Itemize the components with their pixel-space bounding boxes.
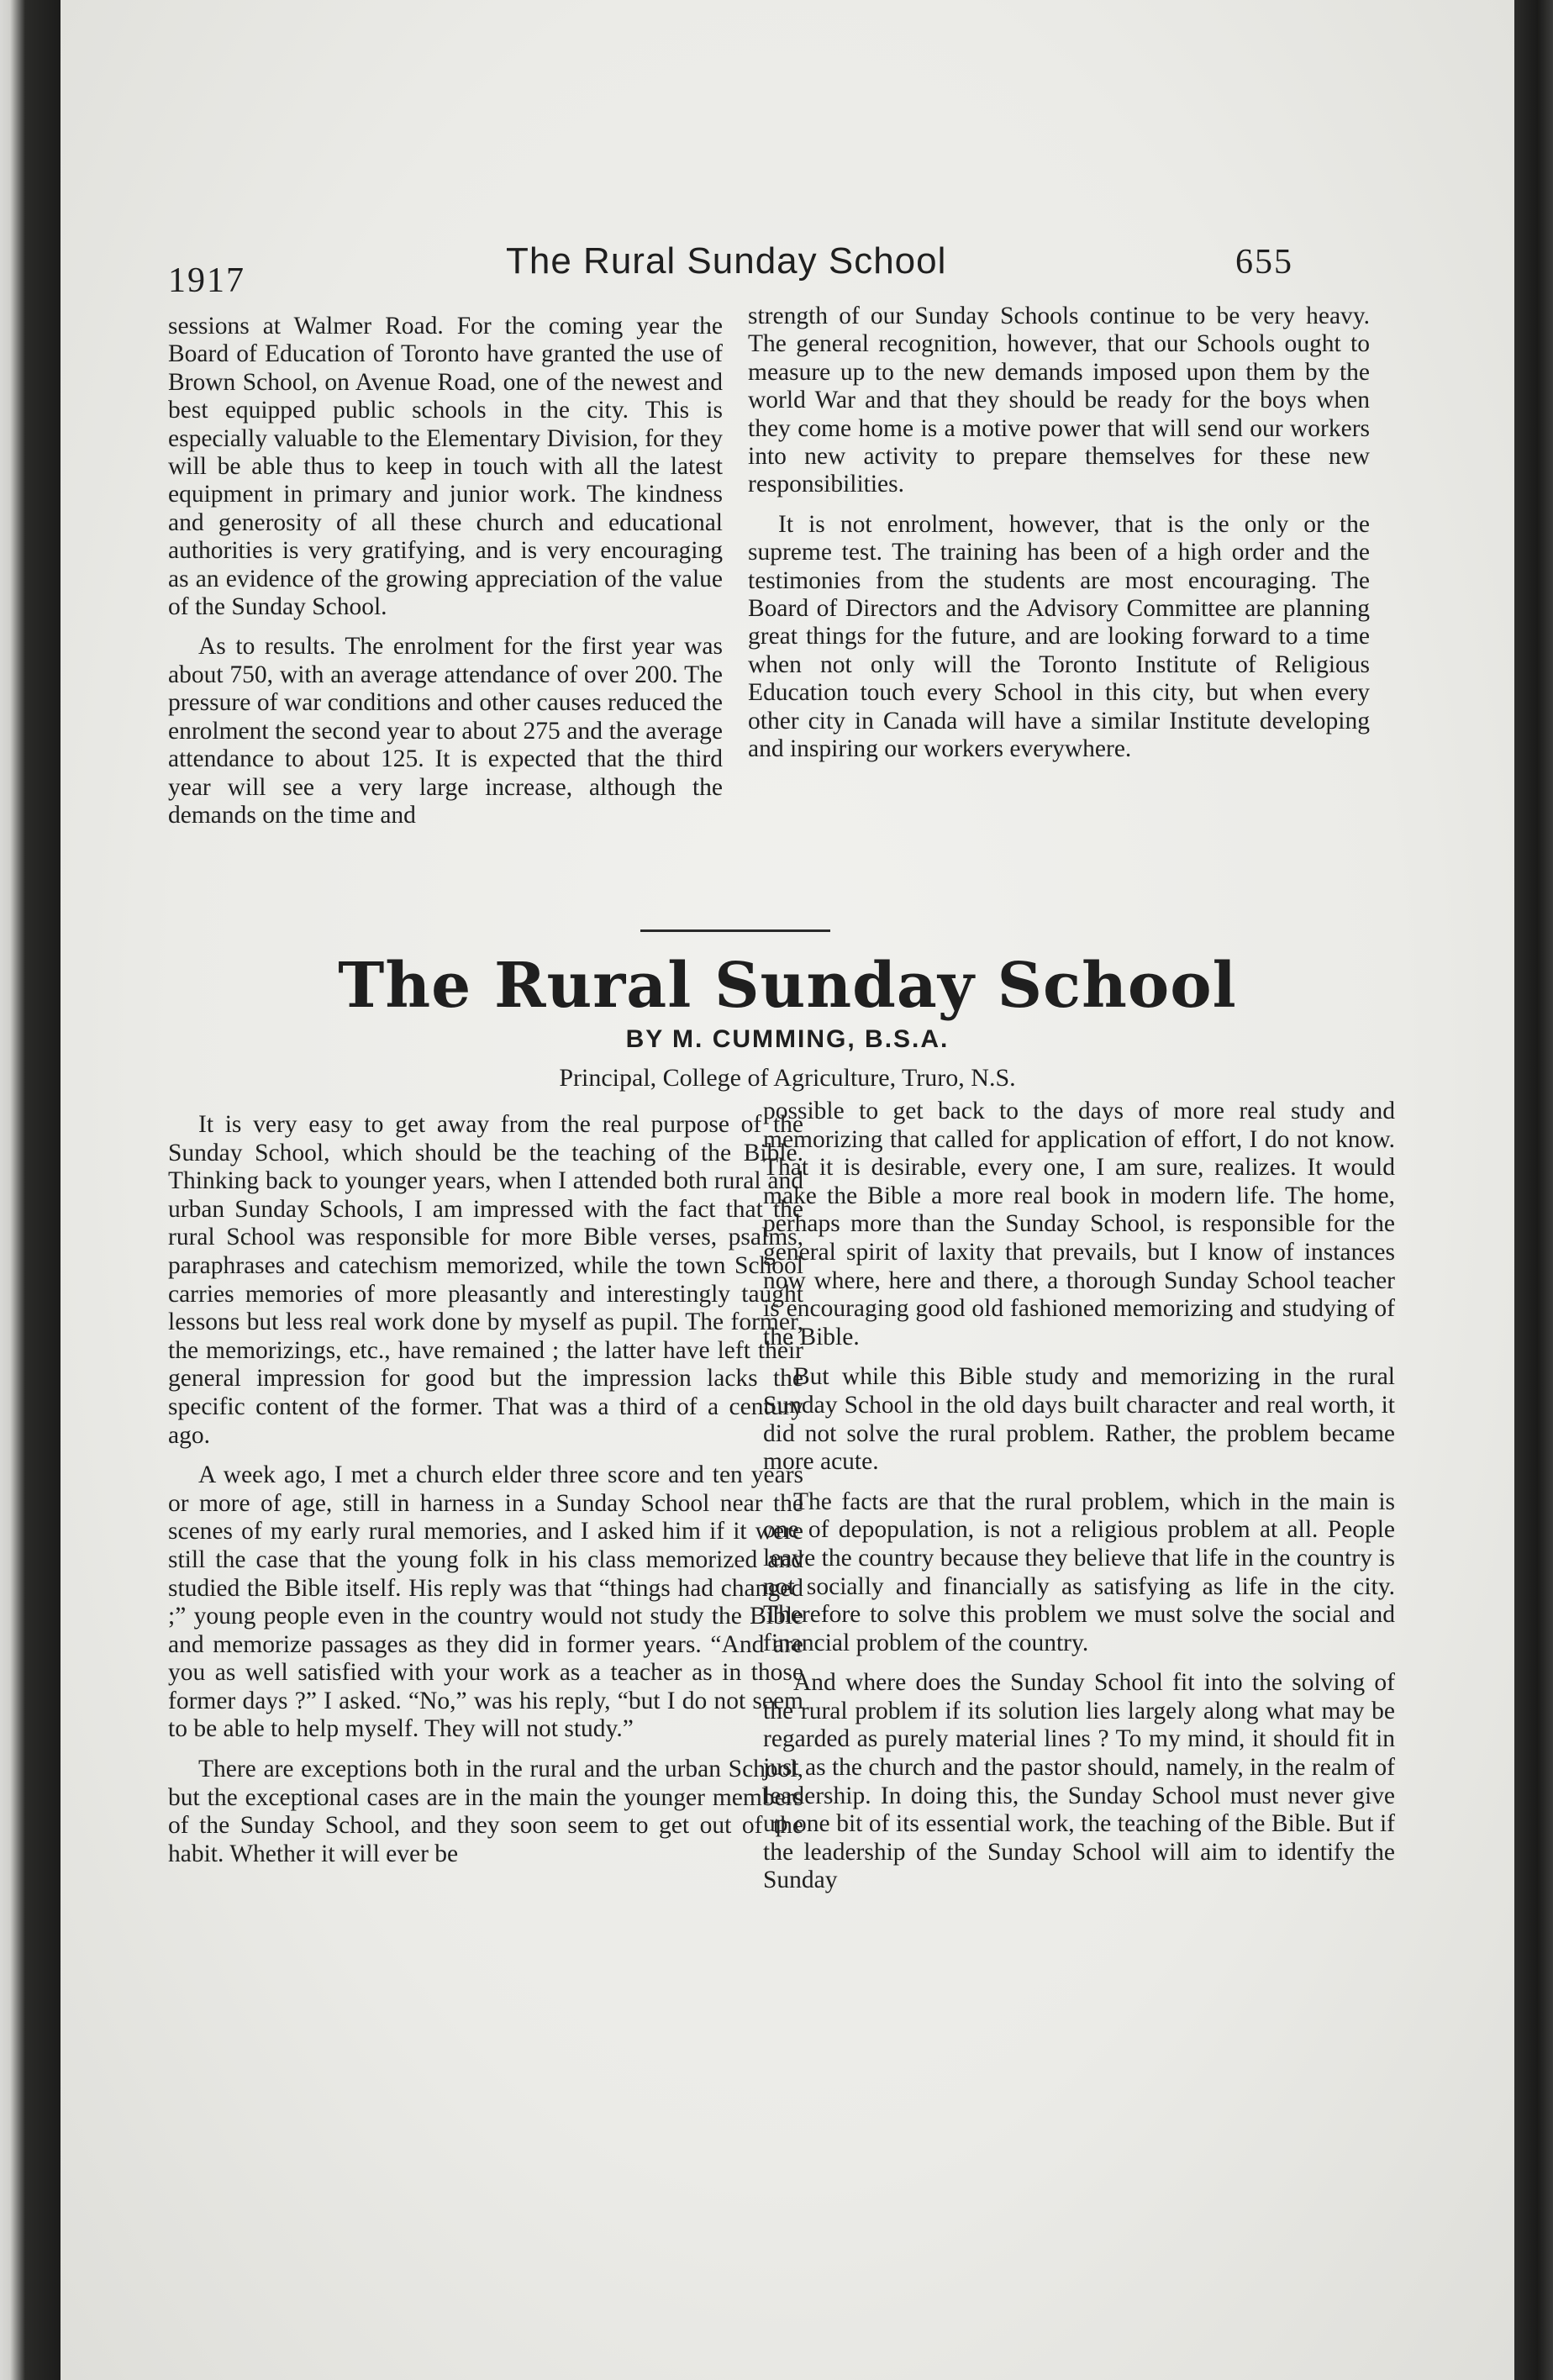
paragraph: It is not enrolment, however, that is the only or the supreme test. The training has been of a high order and the testimonies from the students are most encouraging. The Board of Directors and the Advisory Committee are planning great things for the future, and are looking forward to a time when not only will the Toronto Institute of Religious Education touch every School in this city, but when every other city in Canada will have a similar Institute developing and inspiring our workers everywhere. xyxy=(748,510,1370,763)
paragraph: It is very easy to get away from the real purpose of the Sunday School, which should be the teaching of the Bible. Thinking back to younger years, when I attended both rural and urban Sunday Schools, I am impressed with the fact that the rural School was responsible for more Bible verses, psalms, paraphrases and catechism memorized, while the town School carries memories of more pleasantly and interestingly taught lessons but less real work done by myself as pupil. The former, the memorizings, etc., have remained ; the latter have left their general impression for good but the impression lacks the specific content of the former. That was a third of a century ago. xyxy=(168,1111,803,1449)
paragraph: As to results. The enrolment for the first year was about 750, with an average attendance of over 200. The pressure of war conditions and other causes reduced the enrolment the second year to about 275 and the average attendance to about 125. It is expected that the third year will see a very large increase, although the demands on the time and xyxy=(168,633,723,829)
paragraph: But while this Bible study and memorizing in the rural Sunday School in the old days built character and real worth, it did not solve the rural problem. Rather, the problem became more acute. xyxy=(763,1363,1395,1476)
previous-article-right-column xyxy=(748,303,1370,764)
previous-article-left-column xyxy=(168,313,723,829)
paragraph: possible to get back to the days of more real study and memorizing that called for application of effort, I do not know. That it is desirable, every one, I am sure, realizes. It would make the Bible a more real book in modern life. The home, perhaps more than the Sunday School, is responsible for the general spirit of laxity that prevails, but I know of instances now where, here and there, a thorough Sunday School teacher is encouraging good old fashioned memorizing and studying of the Bible. xyxy=(763,1098,1395,1351)
paragraph: The facts are that the rural problem, which in the main is one of depopulation, is not a religious problem at all. People leave the country because they believe that life in the country is not socially and financially as satisfying as life in the city. Therefore to solve this problem we must solve the social and financial problem of the country. xyxy=(763,1488,1395,1656)
paragraph: And where does the Sunday School fit into the solving of the rural problem if its solution lies largely along what may be regarded as purely material lines ? To my mind, it should fit in just as the church and the pastor should, namely, in the realm of leadership. In doing this, the Sunday School must never give up one bit of its essential work, the teaching of the Bible. But if the leadership of the Sunday School will aim to identify the Sunday xyxy=(763,1669,1395,1894)
section-divider xyxy=(640,929,830,932)
paragraph: A week ago, I met a church elder three score and ten years or more of age, still in harness in a Sunday School near the scenes of my early rural memories, and I asked him if it were still the case that the young folk in his class memorized and studied the Bible itself. His reply was that “things had changed ;” young people even in the country would not study the Bible and memorize passages as they did in former years. “And are you as well satisfied with your work as a teacher as in those former days ?” I asked. “No,” was his reply, “but I do not seem to be able to help myself. They will not study.” xyxy=(168,1461,803,1743)
page-number: 655 xyxy=(1235,243,1293,282)
article-right-column xyxy=(763,1098,1395,1895)
article-title: The Rural Sunday School xyxy=(338,950,1237,1022)
page-sheet xyxy=(61,0,1514,2380)
folio-year: 1917 xyxy=(168,261,245,300)
author-affiliation: Principal, College of Agriculture, Truro, N.S. xyxy=(559,1064,1016,1092)
paragraph: There are exceptions both in the rural and the urban School, but the exceptional cases are in the main the younger members of the Sunday School, and they soon seem to get out of the habit. Whether it will ever be xyxy=(168,1756,803,1867)
paragraph: sessions at Walmer Road. For the coming year the Board of Education of Toronto have granted the use of Brown School, on Avenue Road, one of the newest and best equipped public schools in the city. This is especially valuable to the Elementary Division, for they will be able thus to keep in touch with all the latest equipment in primary and junior work. The kindness and generosity of all these church and educational authorities is very gratifying, and is very encouraging as an evidence of the growing appreciation of the value of the Sunday School. xyxy=(168,313,723,621)
article-left-column xyxy=(168,1111,803,1868)
running-head-title: The Rural Sunday School xyxy=(506,240,947,282)
binding-shadow-right xyxy=(1514,0,1553,2380)
running-head xyxy=(61,237,1514,300)
paragraph: strength of our Sunday Schools continue to be very heavy. The general recognition, however, that our Schools ought to measure up to the new demands imposed upon them by the world War and that they should be ready for the boys when they come home is a motive power that will send our workers into new activity to prepare themselves for these new responsibilities. xyxy=(748,303,1370,498)
binding-shadow-left xyxy=(0,0,61,2380)
article-byline: BY M. CUMMING, B.S.A. xyxy=(625,1025,950,1053)
